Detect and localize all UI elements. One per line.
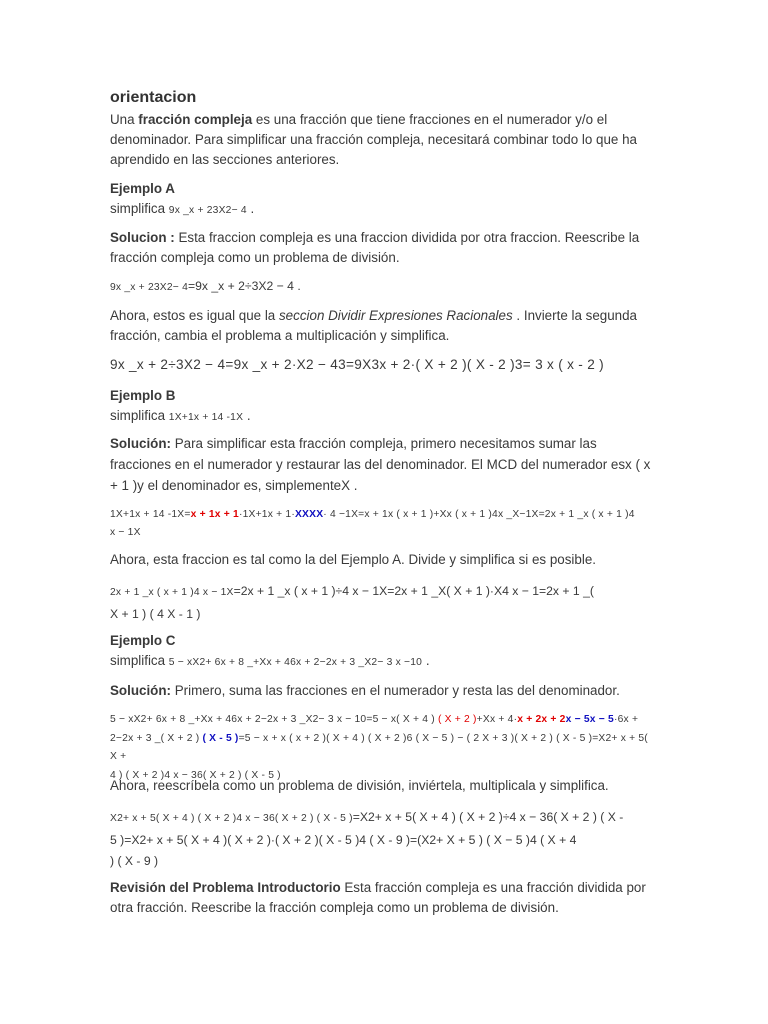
math-highlight-red: x + 2x + 2 bbox=[517, 714, 566, 725]
ejemplo-b-solucion bbox=[110, 433, 658, 496]
ejemplo-a-solucion bbox=[110, 228, 658, 268]
ahora-text: Ahora, esta fraccion es tal como la del Ejemplo A. Divide y simplifica si es posible. bbox=[110, 552, 596, 567]
ejemplo-a-equation-2 bbox=[110, 354, 658, 375]
solucion-text: Para simplificar esta fracción compleja, primero necesitamos sumar las fracciones en el numerador y restaurar las del denominador. El MCD del numerador esx ( x + 1 )y el denominador es, simplementeX . bbox=[110, 436, 651, 493]
math-expression: 2−2x + 3 _( X + 2 ) bbox=[110, 732, 203, 744]
ejemplo-c-simplifica bbox=[110, 651, 658, 673]
ejemplo-b-heading bbox=[110, 386, 658, 406]
intro-paragraph bbox=[110, 110, 658, 170]
math-expression: 5 − xX2+ 6x + 8 _+Xx + 46x + 2−2x + 3 _X2− 3 x − 10=5 − x( X + 4 ) bbox=[110, 714, 438, 725]
intro-bold: fracción compleja bbox=[138, 112, 253, 127]
solucion-text: Esta fraccion compleja es una fraccion dividida por otra fraccion. Reescribe la fracción compleja como un problema de división. bbox=[110, 230, 640, 265]
ejemplo-c-ahora bbox=[110, 776, 658, 796]
math-expression: =5 − x + x ( x + 2 )( X + 4 ) ( X + 2 )6 ( X − 5 ) − ( 2 X + 3 )( X + 2 ) ( X - 5 )=X2+ x + 5( X + bbox=[110, 732, 648, 762]
math-expression: ) ( X - 9 ) bbox=[110, 854, 159, 868]
intro-rest: es una fracción que tiene fracciones en el numerador y/o el denominador. Para simplificar una fracción compleja, necesitará combinar todo lo que ha aprendido en las secciones anteriores. bbox=[110, 112, 637, 167]
revision-bold: Revisión del Problema Introductorio bbox=[110, 880, 341, 895]
ejemplo-c-equation-2 bbox=[110, 806, 658, 871]
math-expression: =X2+ x + 5( X + 4 ) ( X + 2 )÷4 x − 36( X + 2 ) ( X - bbox=[352, 810, 624, 824]
revision-paragraph bbox=[110, 878, 658, 918]
math-expression: ·6x + bbox=[613, 714, 639, 725]
math-expression: X + 1 ) ( 4 X - 1 ) bbox=[110, 607, 201, 621]
ejemplo-a-title: Ejemplo A bbox=[110, 181, 175, 196]
math-expression: 9x _x + 23X2− 4 bbox=[110, 282, 188, 293]
math-highlight-blue: XXXX bbox=[294, 509, 324, 520]
solucion-label: Solución: bbox=[110, 436, 171, 451]
math-expression: 1X+1x + 14 -1X= bbox=[110, 509, 191, 520]
math-expression: =9x _x + 2÷3X2 − 4 . bbox=[188, 279, 301, 293]
period: . bbox=[246, 201, 255, 216]
math-expression: 9x _x + 2÷3X2 − 4=9x _x + 2·X2 − 43=9X3x + 2·( X + 2 )( X - 2 )3= 3 x ( x - 2 ) bbox=[110, 357, 604, 372]
intro-pre: Una bbox=[110, 112, 139, 127]
math-expression: 2x + 1 _x ( x + 1 )4 x − 1X bbox=[110, 587, 234, 598]
math-expression: x − 1X bbox=[110, 527, 141, 538]
ejemplo-a-equation-1 bbox=[110, 276, 658, 298]
ejemplo-c-equation-1 bbox=[110, 711, 658, 785]
math-expression: 1X+1x + 14 -1X bbox=[168, 412, 244, 423]
solucion-label: Solución: bbox=[110, 683, 171, 698]
math-expression: X2+ x + 5( X + 4 ) ( X + 2 )4 x − 36( X + 2 ) ( X - 5 ) bbox=[110, 813, 353, 824]
solucion-text: Primero, suma las fracciones en el numerador y resta las del denominador. bbox=[171, 683, 620, 698]
math-highlight-blue: x − 5x − 5 bbox=[565, 714, 614, 725]
ejemplo-b-simplifica bbox=[110, 406, 658, 428]
period: . bbox=[422, 653, 430, 668]
ejemplo-c-title: Ejemplo C bbox=[110, 633, 176, 648]
ejemplo-a-heading bbox=[110, 179, 658, 199]
math-expression: 5 )=X2+ x + 5( X + 4 )( X + 2 )·( X + 2 )( X - 5 )4 ( X - 9 )=(X2+ X + 5 ) ( X − 5 )4 ( X + 4 bbox=[110, 833, 577, 847]
ejemplo-a-ahora bbox=[110, 306, 658, 346]
ejemplo-b-equation-1 bbox=[110, 506, 658, 542]
ejemplo-b-ahora bbox=[110, 550, 658, 570]
math-highlight-blue: ( X - 5 ) bbox=[202, 732, 239, 744]
math-expression: ·1X+1x + 1· bbox=[238, 509, 295, 520]
math-expression: =2x + 1 _x ( x + 1 )÷4 x − 1X=2x + 1 _X( X + 1 )·X4 x − 1=2x + 1 _( bbox=[233, 584, 594, 598]
math-highlight-red: ( X + 2 ) bbox=[437, 714, 477, 725]
ejemplo-a-simplifica bbox=[110, 199, 658, 221]
revision-text: Esta fracción compleja es una fracción dividida por otra fracción. Reescribe la fracción compleja como un problema de división. bbox=[110, 880, 646, 915]
page-title: orientacion bbox=[110, 89, 197, 106]
math-expression: 4 ) ( X + 2 )4 x − 36( X + 2 ) ( X - 5 ) bbox=[110, 769, 281, 781]
ejemplo-c-solucion bbox=[110, 681, 658, 701]
ejemplo-c-heading bbox=[110, 631, 658, 651]
ahora-text: Ahora, reescríbela como un problema de división, inviértela, multiplicala y simplifica. bbox=[110, 778, 609, 793]
period: . bbox=[243, 408, 251, 423]
math-expression: 5 − xX2+ 6x + 8 _+Xx + 46x + 2−2x + 3 _X2− 3 x −10 bbox=[168, 657, 423, 668]
solucion-label: Solucion : bbox=[110, 230, 175, 245]
math-expression: · 4 −1X=x + 1x ( x + 1 )+Xx ( x + 1 )4x _X−1X=2x + 1 _x ( x + 1 )4 bbox=[323, 509, 635, 520]
math-highlight-red: x + 1x + 1 bbox=[190, 509, 239, 520]
math-expression: 9x _x + 23X2− 4 bbox=[168, 205, 247, 216]
ejemplo-b-title: Ejemplo B bbox=[110, 388, 176, 403]
simplifica-label: simplifica bbox=[110, 408, 169, 423]
math-expression: +Xx + 4· bbox=[476, 714, 518, 725]
ahora-pre: Ahora, estos es igual que la bbox=[110, 308, 279, 323]
simplifica-label: simplifica bbox=[110, 653, 169, 668]
simplifica-label: simplifica bbox=[110, 201, 169, 216]
ahora-post: . Invierte la segunda fracción, cambia el problema a multiplicación y simplifica. bbox=[110, 308, 638, 343]
ejemplo-b-equation-2 bbox=[110, 580, 658, 624]
ahora-italic: seccion Dividir Expresiones Racionales bbox=[278, 308, 513, 323]
